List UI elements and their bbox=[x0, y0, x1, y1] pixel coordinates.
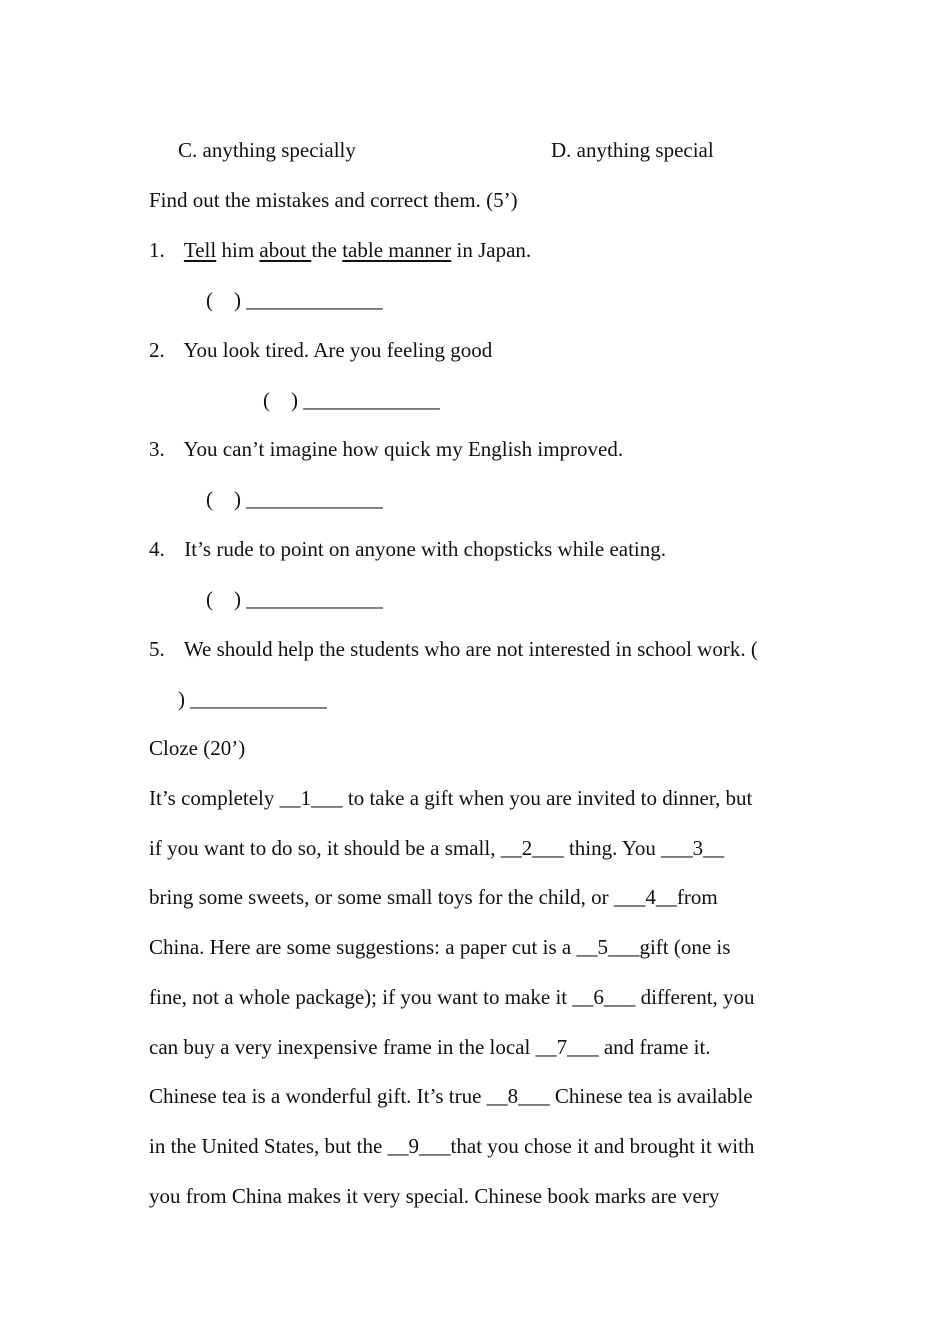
underlined-word-tell: Tell bbox=[183, 238, 217, 262]
underlined-word-table-manner: table manner bbox=[342, 238, 452, 262]
question-1 bbox=[149, 238, 531, 262]
cloze-heading: Cloze (20’) bbox=[149, 736, 246, 760]
mistakes-heading: Find out the mistakes and correct them. (5’) bbox=[149, 188, 518, 212]
question-number: 3. bbox=[149, 437, 165, 461]
question-number: 1. bbox=[149, 238, 165, 262]
cloze-line: you from China makes it very special. Chinese book marks are very bbox=[149, 1184, 720, 1208]
question-text: him bbox=[216, 238, 260, 262]
cloze-line: fine, not a whole package); if you want to make it __6___ different, you bbox=[149, 985, 755, 1009]
cloze-line: if you want to do so, it should be a small, __2___ thing. You ___3__ bbox=[149, 836, 725, 860]
question-text: You can’t imagine how quick my English improved. bbox=[183, 437, 624, 461]
question-number: 2. bbox=[149, 338, 165, 362]
answer-blank-3[interactable]: ( ) _____________ bbox=[206, 487, 383, 511]
question-text: It’s rude to point on anyone with chopsticks while eating. bbox=[184, 537, 666, 561]
cloze-line: bring some sweets, or some small toys for the child, or ___4__from bbox=[149, 885, 718, 909]
question-5 bbox=[149, 637, 758, 661]
cloze-line: China. Here are some suggestions: a paper cut is a __5___gift (one is bbox=[149, 935, 731, 959]
question-number: 5. bbox=[149, 637, 165, 661]
cloze-line: in the United States, but the __9___that you chose it and brought it with bbox=[149, 1134, 755, 1158]
answer-blank-4[interactable]: ( ) _____________ bbox=[206, 587, 383, 611]
cloze-line: Chinese tea is a wonderful gift. It’s true __8___ Chinese tea is available bbox=[149, 1084, 753, 1108]
question-2 bbox=[149, 338, 492, 362]
underlined-word-about: about bbox=[259, 238, 312, 262]
question-text: the bbox=[311, 238, 343, 262]
question-3 bbox=[149, 437, 623, 461]
cloze-line: It’s completely __1___ to take a gift when you are invited to dinner, but bbox=[149, 786, 753, 810]
question-text: We should help the students who are not interested in school work. ( bbox=[183, 637, 758, 661]
question-text: You look tired. Are you feeling good bbox=[183, 338, 493, 362]
cloze-line: can buy a very inexpensive frame in the local __7___ and frame it. bbox=[149, 1035, 711, 1059]
answer-blank-1[interactable]: ( ) _____________ bbox=[206, 288, 383, 312]
question-number: 4. bbox=[149, 537, 165, 561]
answer-blank-2[interactable]: ( ) _____________ bbox=[263, 388, 440, 412]
answer-blank-5[interactable]: ) _____________ bbox=[178, 687, 327, 711]
question-text: in Japan. bbox=[451, 238, 532, 262]
option-d: D. anything special bbox=[551, 138, 714, 162]
option-c: C. anything specially bbox=[178, 138, 356, 162]
question-4 bbox=[149, 537, 666, 561]
